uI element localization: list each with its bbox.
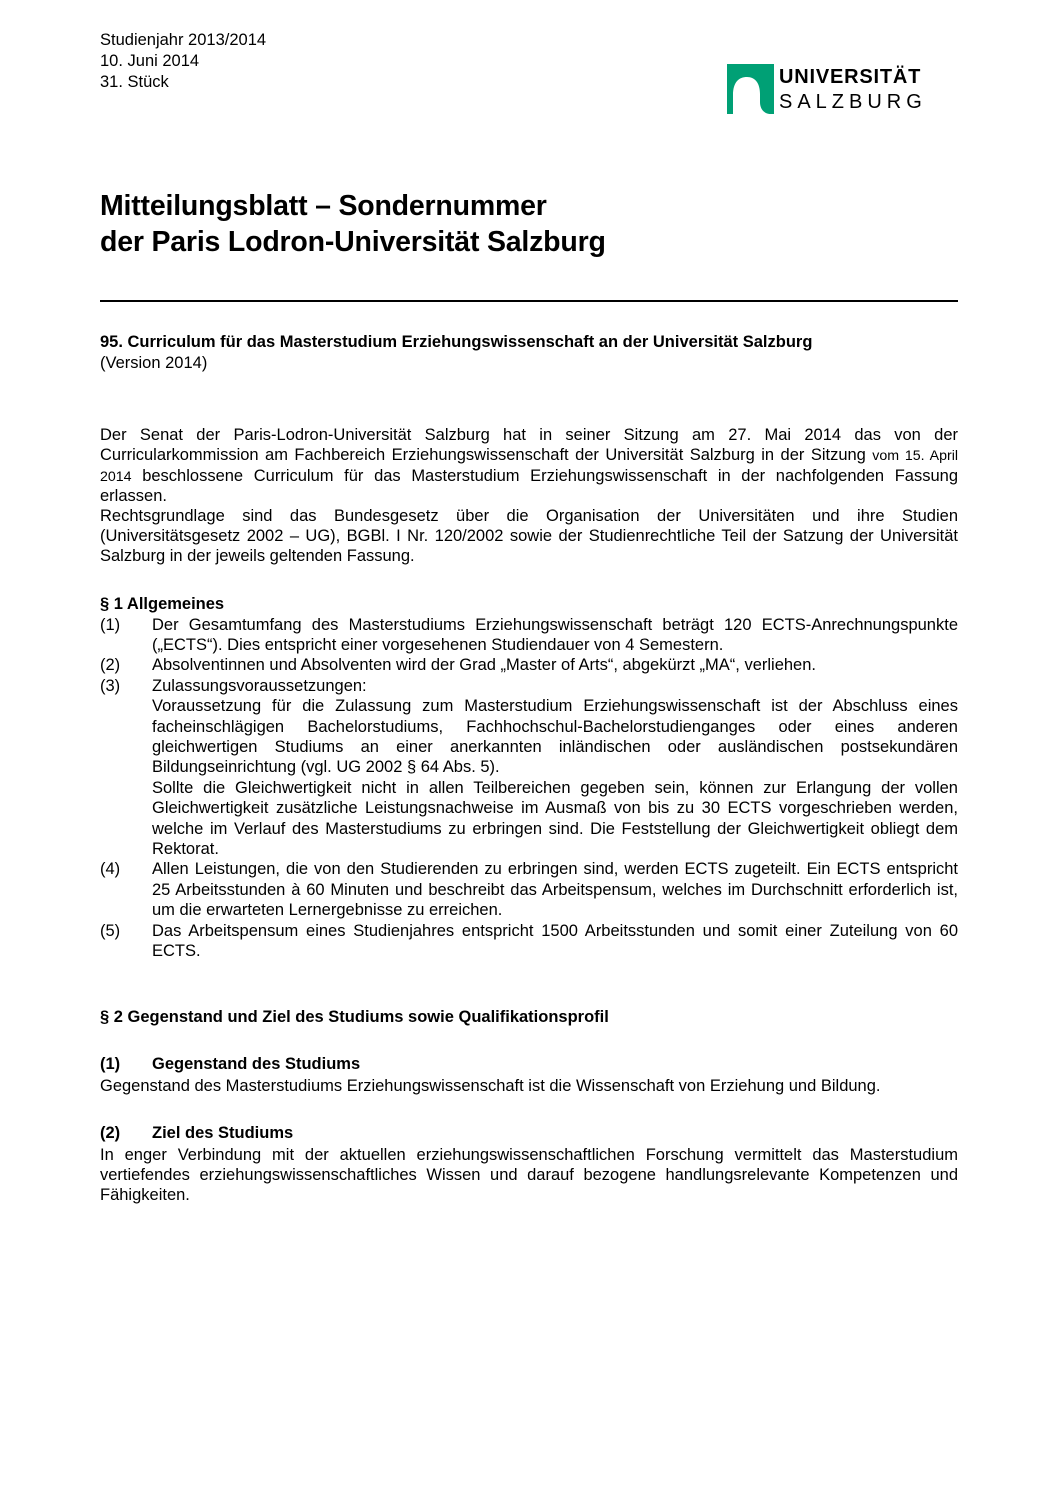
- section-2-heading: § 2 Gegenstand und Ziel des Studiums sowie Qualifikationsprofil: [100, 1008, 609, 1027]
- list-item-1: [100, 615, 958, 656]
- list-item-4-number: (4): [100, 860, 121, 879]
- list-item-3-number: (3): [100, 676, 121, 695]
- list-item-4: [100, 859, 958, 920]
- list-item-5: [100, 921, 958, 962]
- issue-date: 10. Juni 2014: [100, 52, 200, 70]
- section-2-sub2-text: In enger Verbindung mit der aktuellen erziehungswissenschaftlichen Forschung vermittelt das Masterstudium vertiefendes erziehungswissenschaftliches Wissen und darauf bezogene handlungsrelevante Kompetenzen und Fähigkeiten.: [100, 1146, 958, 1204]
- list-item-1-number: (1): [100, 615, 121, 634]
- list-item-5-number: (5): [100, 921, 121, 940]
- list-item-2-number: (2): [100, 656, 121, 675]
- list-item-2: [100, 655, 958, 675]
- section-1-heading: § 1 Allgemeines: [100, 594, 225, 613]
- list-item-4-text: Allen Leistungen, die von den Studierenden zu erbringen sind, werden ECTS zugeteilt. Ein ECTS entspricht 25 Arbeitsstunden à 60 Minuten und beschreibt das Arbeitspensum, welches im Durchschnitt erforderlich ist, um die erwarteten Lernergebnisse zu erreichen.: [152, 860, 958, 920]
- section-2-sub2-heading: [100, 1123, 958, 1144]
- issue-number: 31. Stück: [100, 73, 169, 91]
- intro-paragraph-1: [100, 426, 958, 507]
- section-2-sub1-title: Gegenstand des Studiums: [152, 1055, 361, 1074]
- section-2-sub1-number: (1): [100, 1055, 121, 1074]
- intro-block: [100, 426, 958, 567]
- section-1-list: [100, 615, 958, 962]
- list-item-3-text: Zulassungsvoraussetzungen:: [152, 676, 367, 695]
- section-2-sub1-text: Gegenstand des Masterstudiums Erziehungswissenschaft ist die Wissenschaft von Erziehung und Bildung.: [100, 1077, 881, 1096]
- logo-salzburg: SALZBURG: [779, 91, 927, 113]
- document-title-line2: der Paris Lodron-Universität Salzburg: [100, 226, 606, 258]
- curriculum-heading-block: [100, 332, 958, 374]
- list-item-3-sub-1: Voraussetzung für die Zulassung zum Masterstudium Erziehungswissenschaft ist der Abschluss eines facheinschlägigen Bachelorstudiums, Fachhochschul-Bachelorstudienganges oder eines anderen gleichwertigen Studiums an einer anerkannten inländischen oder ausländischen postsekundären Bildungseinrichtung (vgl. UG 2002 § 64 Abs. 5).: [152, 697, 958, 777]
- section-2-sub2-title: Ziel des Studiums: [152, 1124, 294, 1143]
- horizontal-rule: [100, 300, 958, 302]
- intro-p1-insert: vom 15. April 2014: [100, 447, 958, 485]
- intro-p1-after: beschlossene Curriculum für das Masterstudium Erziehungswissenschaft in der nachfolgenden Fassung erlassen.: [100, 466, 958, 506]
- list-item-3: [100, 676, 958, 860]
- curriculum-heading: 95. Curriculum für das Masterstudium Erziehungswissenschaft an der Universität Salzburg: [100, 333, 813, 351]
- list-item-1-text: Der Gesamtumfang des Masterstudiums Erziehungswissenschaft beträgt 120 ECTS-Anrechnungspunkte („ECTS“). Dies entspricht einer vorgesehenen Studiendauer von 4 Semestern.: [152, 615, 958, 654]
- curriculum-version: (Version 2014): [100, 354, 208, 372]
- document-title-line1: Mitteilungsblatt – Sondernummer: [100, 190, 547, 222]
- section-2-sub2-number: (2): [100, 1124, 121, 1143]
- logo-universitaet: UNIVERSITÄT: [779, 66, 922, 88]
- intro-p1-before: Der Senat der Paris-Lodron-Universität Salzburg hat in seiner Sitzung am 27. Mai 2014 das von der Curricularkommission am Fachbereich Erziehungswissenschaft der Universität Salzburg in der Sitzung: [100, 426, 958, 464]
- issue-studienjahr: Studienjahr 2013/2014: [100, 31, 267, 49]
- intro-paragraph-2: Rechtsgrundlage sind das Bundesgesetz über die Organisation der Universitäten und ihre Studien (Universitätsgesetz 2002 – UG), BGBl. I Nr. 120/2002 sowie der Studienrechtliche Teil der Satzung der Universität Salzburg in der jeweils geltenden Fassung.: [100, 507, 958, 565]
- list-item-2-text: Absolventinnen und Absolventen wird der Grad „Master of Arts“, abgekürzt „MA“, verliehen.: [152, 656, 816, 675]
- document-title: [100, 188, 958, 260]
- list-item-3-sub-2: Sollte die Gleichwertigkeit nicht in allen Teilbereichen gegeben sein, können zur Erlangung der vollen Gleichwertigkeit zusätzliche Leistungsnachweise im Ausmaß von bis zu 30 ECTS vorgeschrieben werden, welche im Verlauf des Masterstudiums zu erbringen sind. Die Feststellung der Gleichwertigkeit obliegt dem Rektorat.: [152, 778, 958, 859]
- section-2-sub1-heading: [100, 1054, 958, 1075]
- list-item-5-text: Das Arbeitspensum eines Studienjahres entspricht 1500 Arbeitsstunden und somit einer Zuteilung von 60 ECTS.: [152, 921, 958, 961]
